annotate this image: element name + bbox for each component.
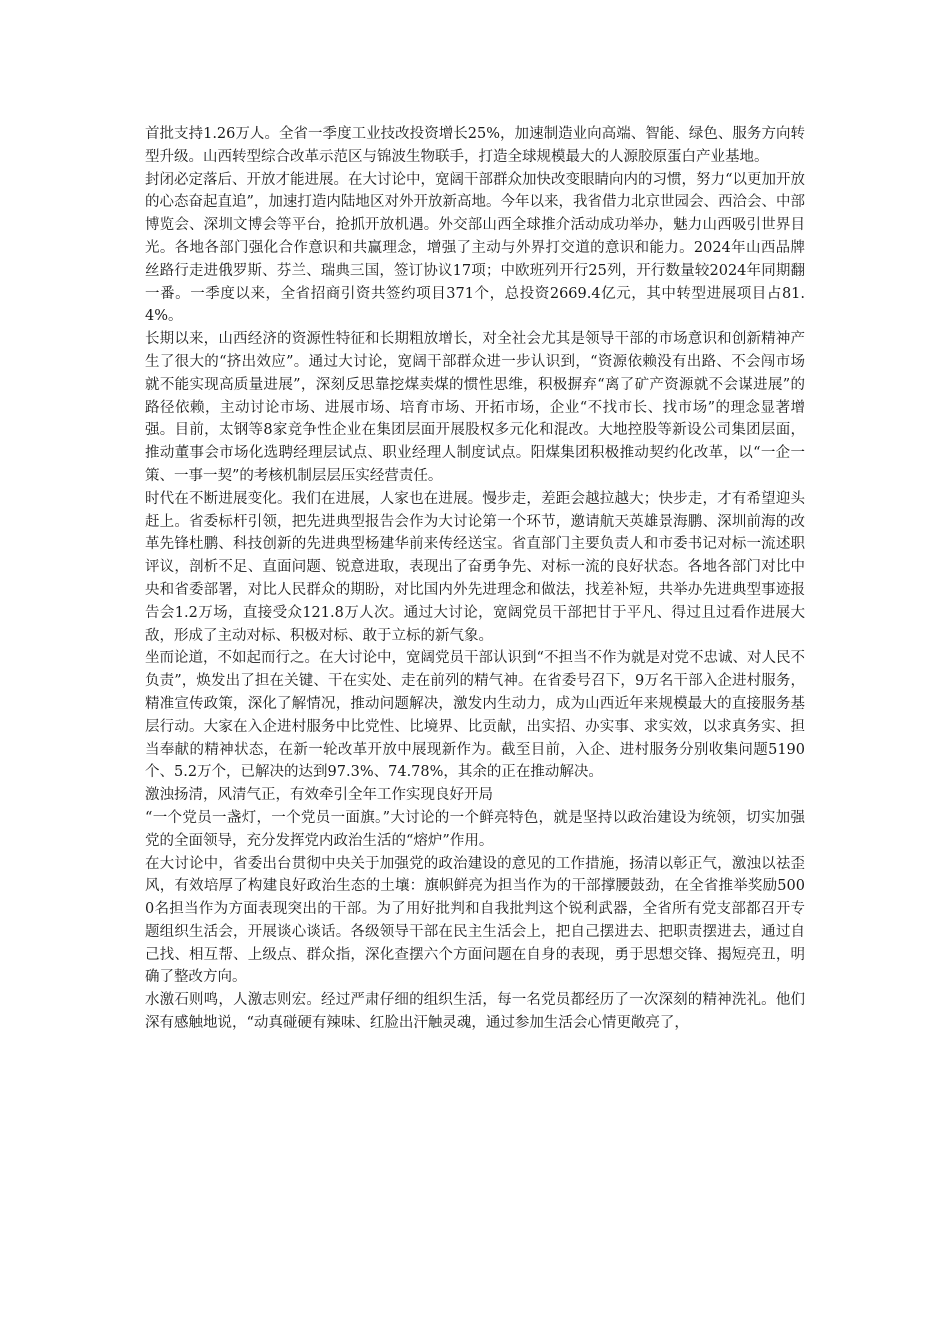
section-heading: 激浊扬清，风清气正，有效牵引全年工作实现良好开局 <box>145 787 493 804</box>
paragraph-5: 坐而论道，不如起而行之。在大讨论中，宽阔党员干部认识到“不担当不作为就是对党不忠诚、对人民不负责”，焕发出了担在关键、干在实处、走在前列的精气神。在省委号召下，9万名干部入企进村服务，精准宣传政策，深化了解情况，推动问题解决，激发内生动力，成为山西近年来规模最大的直接服务基层行动。大家在入企进村服务中比党性、比境界、比贡献，出实招、办实事、求实效，以求真务实、担当奉献的精神状态，在新一轮改革开放中展现新作为。截至目前，入企、进村服务分别收集问题5190个、5.2万个，已解决的达到97.3%、74.78%，其余的正在推动解决。 <box>145 650 805 781</box>
paragraph-8: 水激石则鸣，人激志则宏。经过严肃仔细的组织生活，每一名党员都经历了一次深刻的精神洗礼。他们深有感触地说，“动真碰硬有辣味、红脸出汗触灵魂，通过参加生活会心情更敞亮了， <box>145 992 805 1032</box>
document-body <box>145 123 805 1035</box>
paragraph-1: 首批支持1.26万人。全省一季度工业技改投资增长25%，加速制造业向高端、智能、绿色、服务方向转型升级。山西转型综合改革示范区与锦波生物联手，打造全球规模最大的人源胶原蛋白产业基地。 <box>145 126 805 165</box>
paragraph-7: 在大讨论中，省委出台贯彻中央关于加强党的政治建设的意见的工作措施，扬清以彰正气，激浊以祛歪风，有效培厚了构建良好政治生态的土壤：旗帜鲜亮为担当作为的干部撑腰鼓劲，在全省推举奖励5000名担当作为方面表现突出的干部。为了用好批判和自我批判这个锐利武器，全省所有党支部都召开专题组织生活会，开展谈心谈话。各级领导干部在民主生活会上，把自己摆进去、把职责摆进去，通过自己找、相互帮、上级点、群众指，深化查摆六个方面问题在自身的表现，勇于思想交锋、揭短亮丑，明确了整改方向。 <box>145 855 805 986</box>
paragraph-3: 长期以来，山西经济的资源性特征和长期粗放增长，对全社会尤其是领导干部的市场意识和创新精神产生了很大的“挤出效应”。通过大讨论，宽阔干部群众进一步认识到，“资源依赖没有出路、不会闯市场就不能实现高质量进展”，深刻反思靠挖煤卖煤的惯性思维，积极摒弃“离了矿产资源就不会谋进展”的路径依赖，主动讨论市场、进展市场、培育市场、开拓市场，企业“不找市长、找市场”的理念显著增强。目前，太钢等8家竞争性企业在集团层面开展股权多元化和混改。大地控股等新设公司集团层面，推动董事会市场化选聘经理层试点、职业经理人制度试点。阳煤集团积极推动契约化改革，以“一企一策、一事一契”的考核机制层层压实经营责任。 <box>145 331 805 484</box>
paragraph-4: 时代在不断进展变化。我们在进展，人家也在进展。慢步走，差距会越拉越大；快步走，才有希望迎头赶上。省委标杆引领，把先进典型报告会作为大讨论第一个环节，邀请航天英雄景海鹏、深圳前海的改革先锋杜鹏、科技创新的先进典型杨建华前来传经送宝。省直部门主要负责人和市委书记对标一流述职评议，剖析不足、直面问题、锐意进取，表现出了奋勇争先、对标一流的良好状态。各地各部门对比中央和省委部署，对比人民群众的期盼，对比国内外先进理念和做法，找差补短，共举办先进典型事迹报告会1.2万场，直接受众121.8万人次。通过大讨论，宽阔党员干部把甘于平凡、得过且过看作进展大敌，形成了主动对标、积极对标、敢于立标的新气象。 <box>145 490 805 644</box>
paragraph-2: 封闭必定落后、开放才能进展。在大讨论中，宽阔干部群众加快改变眼睛向内的习惯，努力“以更加开放的心态奋起直追”，加速打造内陆地区对外开放新高地。今年以来，我省借力北京世园会、西洽会、中部博览会、深圳文博会等平台，抢抓开放机遇。外交部山西全球推介活动成功举办，魅力山西吸引世界目光。各地各部门强化合作意识和共赢理念，增强了主动与外界打交道的意识和能力。2024年山西品牌丝路行走进俄罗斯、芬兰、瑞典三国，签订协议17项；中欧班列开行25列，开行数量较2024年同期翻一番。一季度以来，全省招商引资共签约项目371个，总投资2669.4亿元，其中转型进展项目占81.4%。 <box>145 171 805 325</box>
paragraph-6: “一个党员一盏灯，一个党员一面旗。”大讨论的一个鲜亮特色，就是坚持以政治建设为统领，切实加强党的全面领导，充分发挥党内政治生活的“熔炉”作用。 <box>145 809 805 849</box>
